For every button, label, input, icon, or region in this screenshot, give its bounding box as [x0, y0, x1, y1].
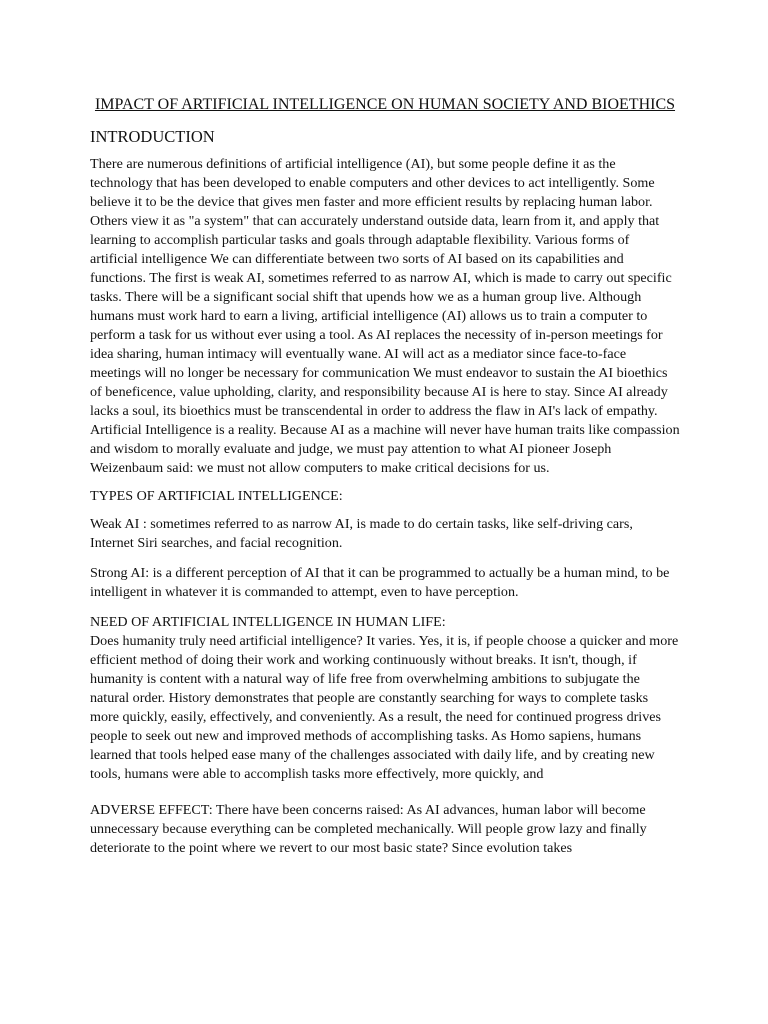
need-paragraph: Does humanity truly need artificial intelligence? It varies. Yes, it is, if people choose a quicker and more efficient method of doing their work and working continuously without breaks. It isn't, though, if humanity is content with a natural way of life free from overwhelming ambitions to subjugate the natural order. History demonstrates that people are constantly searching for ways to complete tasks more quickly, easily, effectively, and conveniently. As a result, the need for continued progress drives people to seek out new and improved methods of accomplishing tasks. As Homo sapiens, humans learned that tools helped ease many of the challenges associated with daily life, and by creating new tools, humans were able to accomplish tasks more effectively, more quickly, and: [90, 633, 679, 782]
adverse-effect-paragraph: ADVERSE EFFECT: There have been concerns raised: As AI advances, human labor will become unnecessary because everything can be completed mechanically. Will people grow lazy and finally deteriorate to the point where we revert to our most basic state? Since evolution takes: [90, 802, 647, 856]
document-title: IMPACT OF ARTIFICIAL INTELLIGENCE ON HUMAN SOCIETY AND BIOETHICS: [94, 96, 676, 113]
weak-ai-paragraph: Weak AI : sometimes referred to as narrow AI, is made to do certain tasks, like self-driving cars, Internet Siri searches, and facial recognition.: [90, 516, 633, 551]
introduction-paragraph: There are numerous definitions of artificial intelligence (AI), but some people define it as the technology that has been developed to enable computers and other devices to act intelligently. Some believe it to be the device that gives men faster and more efficient results by replacing human labor. Others view it as "a system" that can accurately understand outside data, learn from it, and apply that learning to accomplish particular tasks and goals through adaptable flexibility. Various forms of artificial intelligence We can differentiate between two sorts of AI based on its capabilities and functions. The first is weak AI, sometimes referred to as narrow AI, which is made to carry out specific tasks. There will be a significant social shift that upends how we as a human group live. Although humans must work hard to earn a living, artificial intelligence (AI) allows us to train a computer to perform a task for us without ever using a tool. As AI replaces the necessity of in-person meetings for idea sharing, human intimacy will eventually wane. AI will act as a mediator since face-to-face meetings will no longer be necessary for communication We must endeavor to sustain the AI bioethics of beneficence, value upholding, clarity, and responsibility because AI is here to stay. Since AI already lacks a soul, its bioethics must be transcendental in order to address the flaw in AI's lack of empathy. Artificial Intelligence is a reality. Because AI as a machine will never have human traits like compassion and wisdom to morally evaluate and judge, we must pay attention to what AI pioneer Joseph Weizenbaum said: we must not allow computers to make critical decisions for us.: [90, 156, 680, 476]
document-page: [90, 93, 680, 858]
need-heading: NEED OF ARTIFICIAL INTELLIGENCE IN HUMAN LIFE:: [90, 614, 446, 630]
introduction-heading: INTRODUCTION: [90, 127, 215, 146]
strong-ai-paragraph: Strong AI: is a different perception of AI that it can be programmed to actually be a human mind, to be intelligent in whatever it is commanded to attempt, even to have perception.: [90, 565, 670, 600]
types-heading: TYPES OF ARTIFICIAL INTELLIGENCE:: [90, 488, 343, 504]
